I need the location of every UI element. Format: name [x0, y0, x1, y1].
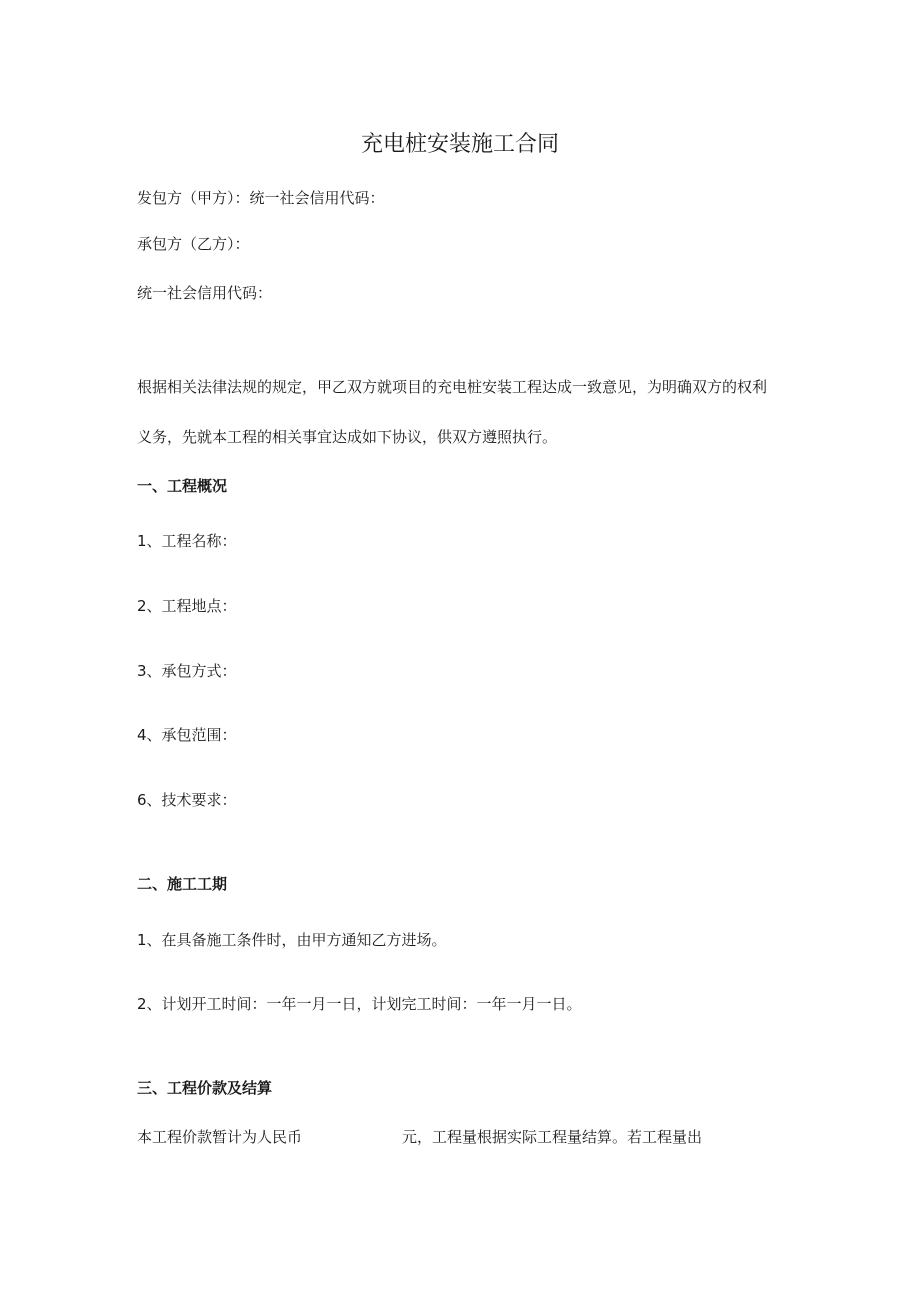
document-title: 充电桩安装施工合同	[360, 132, 559, 157]
section-1-item-3: 3、承包方式：	[137, 662, 237, 680]
section-3-heading: 三、工程价款及结算	[137, 1079, 273, 1097]
section-1-item-2: 2、工程地点：	[137, 597, 237, 615]
section-1-item-5: 6、技术要求：	[137, 791, 237, 809]
section-1-heading: 一、工程概况	[137, 477, 228, 495]
section-3-text-part-1: 本工程价款暂计为人民币	[137, 1128, 303, 1146]
intro-paragraph-line-1: 根据相关法律法规的规定，甲乙双方就项目的充电桩安装工程达成一致意见，为明确双方的权利	[137, 378, 768, 396]
party-b-line: 承包方（乙方）：	[137, 235, 250, 253]
intro-paragraph-line-2: 义务，先就本工程的相关事宜达成如下协议，供双方遵照执行。	[137, 428, 558, 446]
party-b-code-line: 统一社会信用代码：	[137, 284, 273, 302]
party-a-line: 发包方（甲方）：统一社会信用代码：	[137, 189, 385, 207]
section-1-item-4: 4、承包范围：	[137, 726, 237, 744]
section-2-item-2: 2、计划开工时间：一年一月一日，计划完工时间：一年一月一日。	[137, 995, 582, 1013]
section-1-item-1: 1、工程名称：	[137, 532, 237, 550]
section-3-text-part-2: 元，工程量根据实际工程量结算。若工程量出	[402, 1128, 703, 1146]
section-3-text	[137, 1127, 702, 1147]
section-2-item-1: 1、在具备施工条件时，由甲方通知乙方进场。	[137, 931, 447, 949]
section-2-heading: 二、施工工期	[137, 875, 228, 893]
